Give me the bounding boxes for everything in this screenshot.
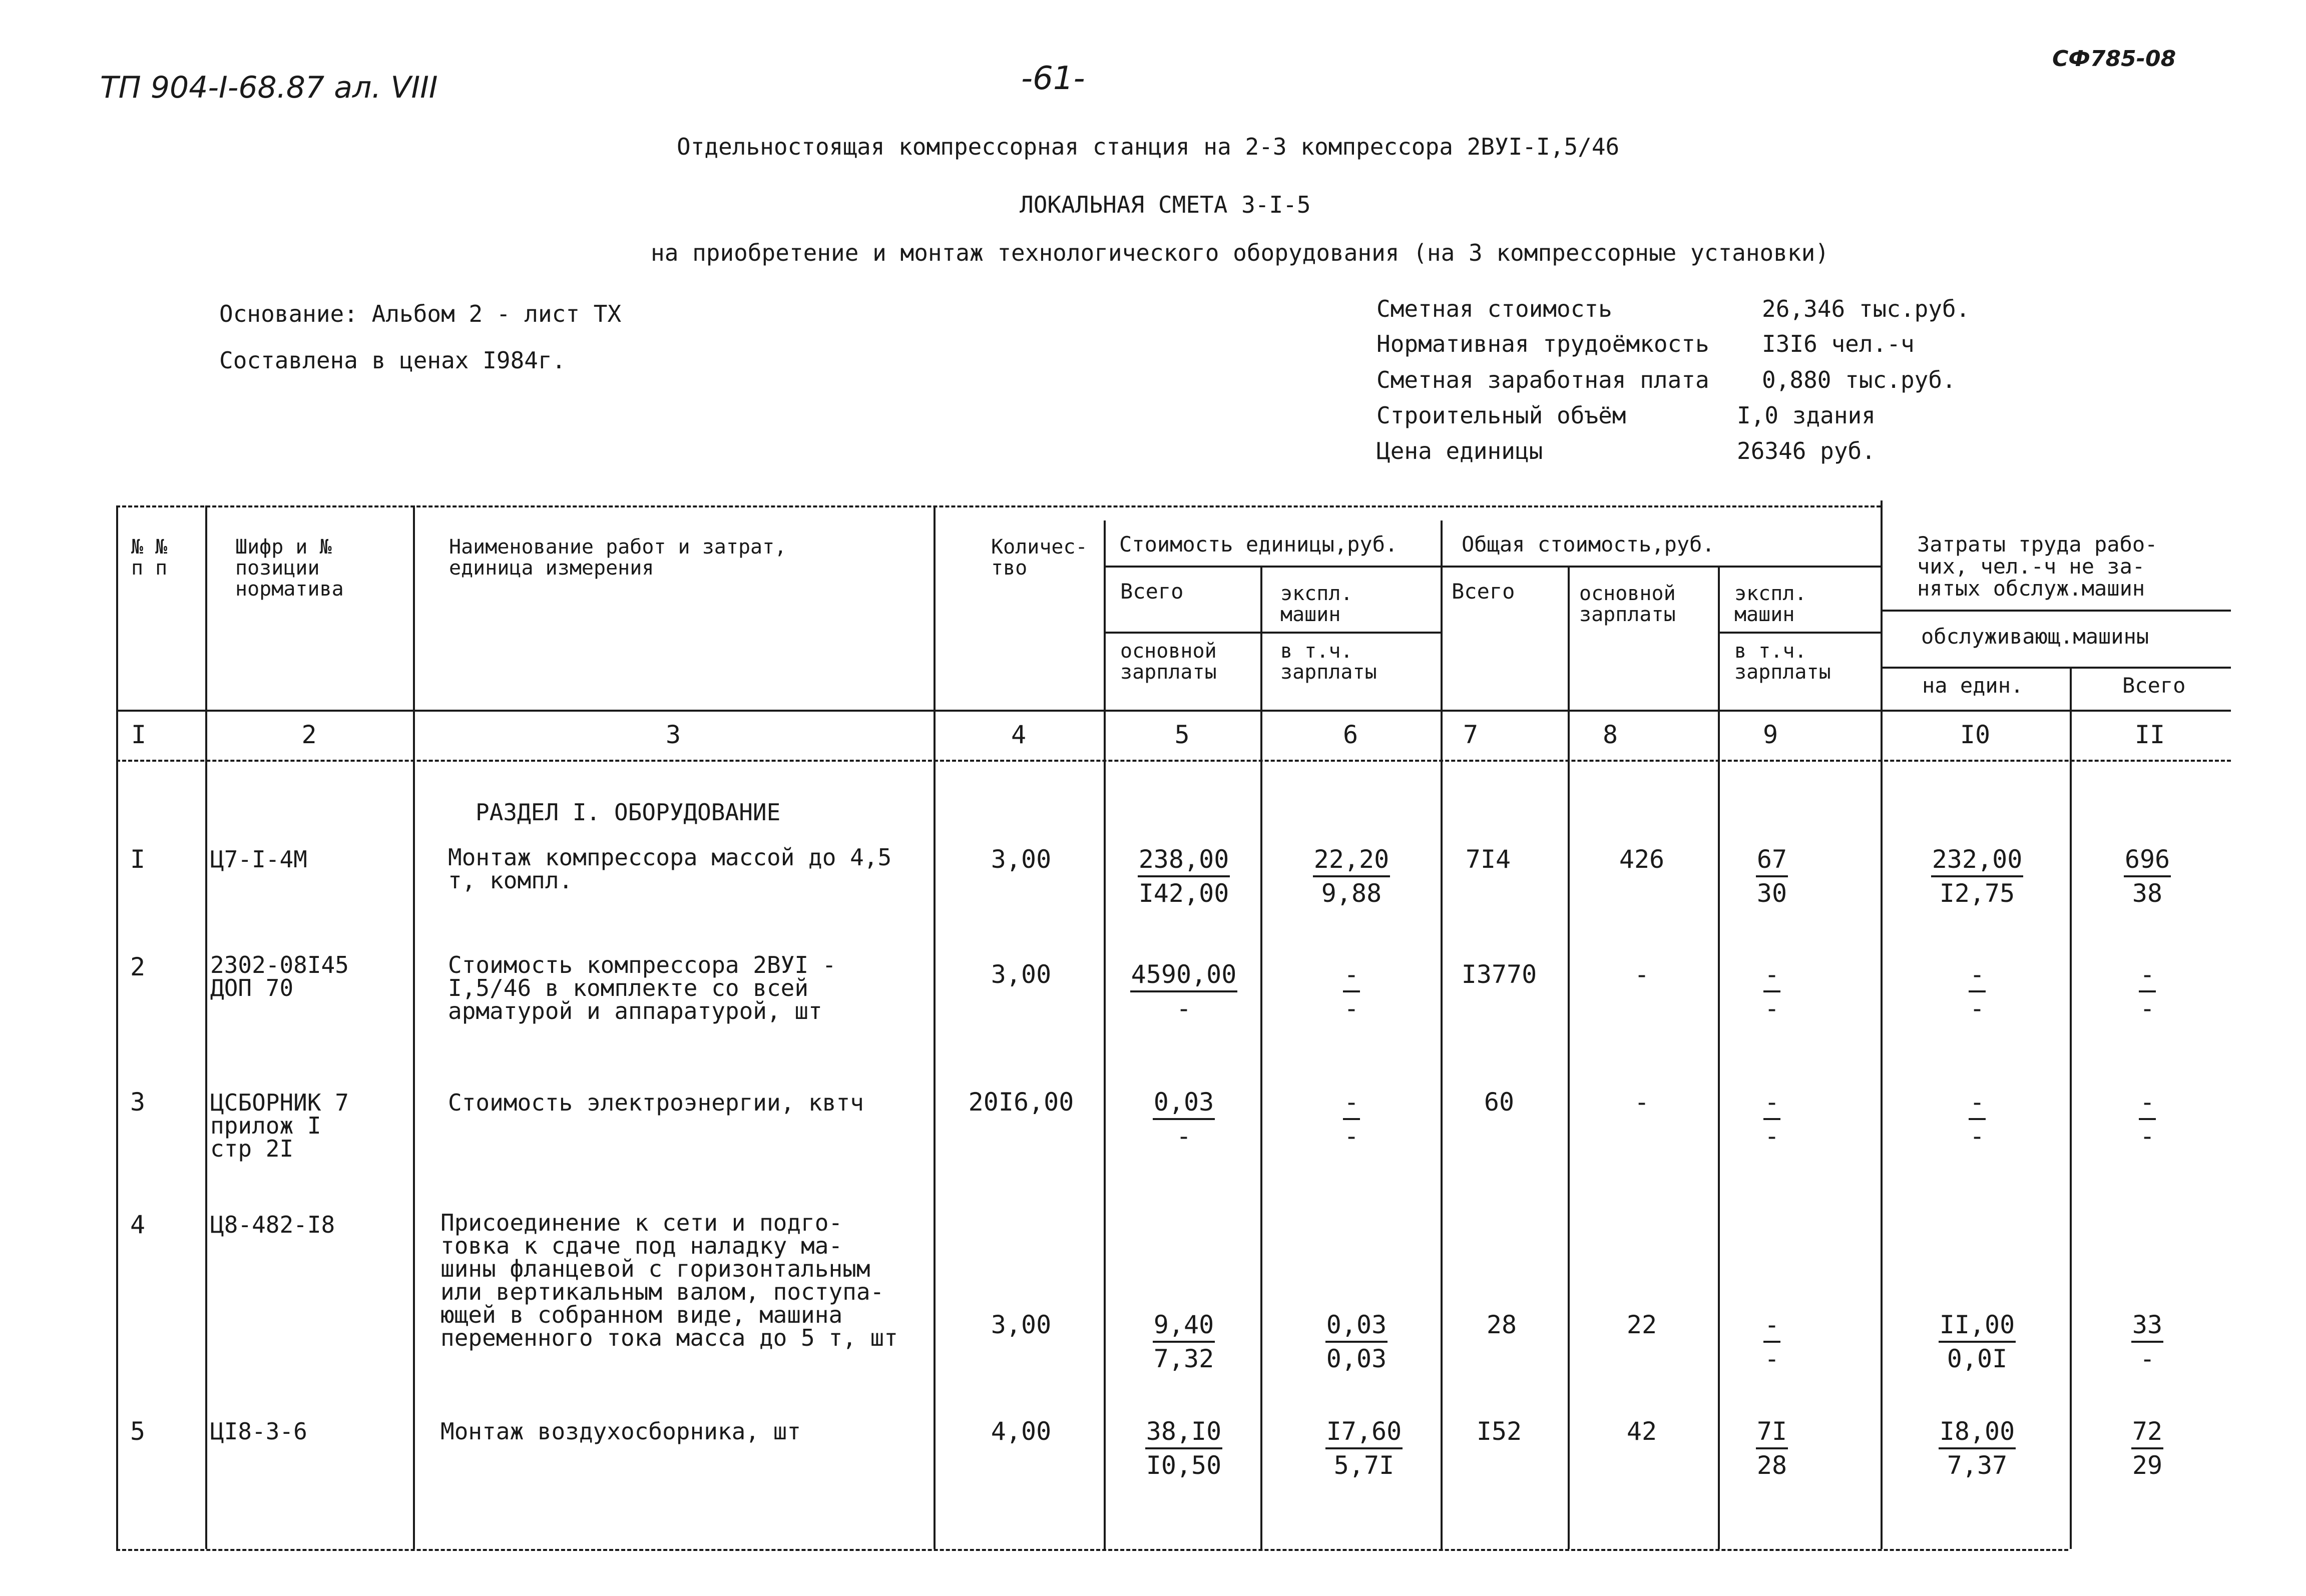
column-divider (2070, 667, 2072, 1549)
column-number: 9 (1762, 720, 1778, 749)
cell-labor-total (2102, 843, 2192, 909)
cell-unit-total-over-wages (1114, 1309, 1254, 1375)
cell-top: 33 (2131, 1309, 2163, 1343)
row-number: 3 (130, 1088, 146, 1117)
prices-line: Составлена в ценах I984г. (219, 347, 566, 374)
cell-top: 72 (2131, 1415, 2163, 1449)
header-total-cost: Общая стоимость,руб. (1462, 532, 1715, 557)
cell-labor-per-unit (1912, 1309, 2042, 1375)
basis-line: Основание: Альбом 2 - лист ТХ (219, 300, 622, 327)
row-total-cost: I52 (1476, 1417, 1522, 1446)
row-description: Присоединение к сети и подго- товка к сдаче под наладку ма- шины фланцевой с горизонтальным или вертикальным валом, поступа- ющей в собранном виде, машина переменного тока масса до 5 т, шт (440, 1209, 898, 1351)
cell-bottom: - (1176, 994, 1192, 1023)
row-total-wages: - (1634, 1088, 1650, 1117)
cell-bottom: 38 (2132, 879, 2163, 908)
summary-value: 26,346 тыс.руб. (1762, 295, 1970, 322)
cell-labor-total (2102, 1309, 2192, 1375)
cell-top: 0,03 (1325, 1309, 1388, 1343)
cell-top: - (2139, 1086, 2156, 1120)
cell-top: 238,00 (1138, 843, 1230, 877)
row-quantity: 3,00 (991, 845, 1052, 874)
column-divider (1568, 566, 1570, 1549)
header-name: Наименование работ и затрат, единица измерения (449, 536, 787, 580)
row-total-wages: - (1634, 960, 1650, 989)
cell-total-machines-over-wages (1732, 1086, 1812, 1152)
page-number: -61- (1021, 60, 1085, 97)
cell-bottom: - (2139, 1344, 2155, 1373)
cell-unit-machines-over-wages (1266, 843, 1437, 909)
cell-top: - (1343, 1086, 1360, 1120)
row-total-wages: 42 (1626, 1417, 1657, 1446)
cell-top: 9,40 (1153, 1309, 1215, 1343)
header-code: Шифр и № позиции норматива (235, 536, 344, 601)
cell-bottom: 7,32 (1153, 1344, 1214, 1373)
cell-top: - (1969, 1086, 1986, 1120)
summary-label: Цена единицы (1376, 437, 1543, 464)
cell-top: 4590,00 (1130, 958, 1238, 992)
row-code: Ц8-482-I8 (210, 1211, 335, 1238)
cell-top: 67 (1756, 843, 1788, 877)
cell-bottom: - (1176, 1122, 1192, 1151)
row-description: Стоимость электроэнергии, квтч (448, 1089, 864, 1116)
cell-labor-total (2102, 958, 2192, 1024)
column-number: I0 (1960, 720, 1991, 749)
cell-bottom: 5,7I (1333, 1451, 1395, 1480)
header-unit-cost: Стоимость единицы,руб. (1119, 532, 1398, 557)
cell-unit-machines-over-wages (1301, 1415, 1427, 1481)
cell-top: - (1343, 958, 1360, 992)
table-border-bottom (116, 1549, 2068, 1551)
summary-value: 26346 руб. (1737, 437, 1876, 464)
cell-bottom: I0,50 (1146, 1451, 1222, 1480)
cell-top: 38,I0 (1145, 1415, 1223, 1449)
header-bottom-rule (116, 710, 2231, 712)
header-labor-serving: обслуживающ.машины (1921, 624, 2149, 649)
header-total-incl-wages: в т.ч. зарплаты (1734, 640, 1831, 684)
header-rule (1104, 632, 1441, 634)
summary-label: Нормативная трудоёмкость (1376, 330, 1709, 357)
column-divider (1260, 566, 1262, 1549)
cell-labor-total (2102, 1086, 2192, 1152)
cell-total-machines-over-wages (1732, 843, 1812, 909)
row-code: Ц7-I-4М (210, 846, 307, 873)
cell-top: 696 (2124, 843, 2171, 877)
cell-labor-total (2102, 1415, 2192, 1481)
row-quantity: 20I6,00 (968, 1088, 1074, 1117)
header-total-wages: основной зарплаты (1579, 582, 1676, 626)
cell-top: II,00 (1939, 1309, 2016, 1343)
cell-top: - (1969, 958, 1986, 992)
column-divider (1104, 520, 1106, 1549)
cell-total-machines-over-wages (1732, 1309, 1812, 1375)
cell-bottom: 30 (1756, 879, 1787, 908)
header-rule (1881, 667, 2231, 669)
column-divider (1718, 566, 1720, 1549)
cell-bottom: - (2139, 1122, 2155, 1151)
cell-top: - (1763, 1309, 1780, 1343)
cell-bottom: 0,0I (1947, 1344, 2008, 1373)
header-total-all: Всего (1452, 579, 1515, 604)
header-unit-machines: экспл. машин (1280, 582, 1353, 626)
row-quantity: 3,00 (991, 1310, 1052, 1339)
cell-bottom: - (1969, 1122, 1985, 1151)
cell-bottom: 0,03 (1326, 1344, 1387, 1373)
cell-top: 22,20 (1313, 843, 1391, 877)
cell-labor-per-unit (1912, 1415, 2042, 1481)
column-divider (413, 505, 415, 1549)
cell-total-machines-over-wages (1732, 958, 1812, 1024)
column-number: 7 (1463, 720, 1479, 749)
cell-bottom: - (1969, 994, 1985, 1023)
column-numbers-rule (116, 760, 2231, 762)
summary-value: I,0 здания (1737, 402, 1876, 429)
cell-labor-per-unit (1927, 958, 2027, 1024)
cell-bottom: 28 (1756, 1451, 1787, 1480)
row-description: Монтаж компрессора массой до 4,5 т, компл. (448, 844, 892, 894)
cell-top: - (2139, 958, 2156, 992)
row-description: Стоимость компрессора 2ВУI - I,5/46 в комплекте со всей арматурой и аппаратурой, шт (448, 951, 836, 1024)
cell-top: 232,00 (1931, 843, 2024, 877)
row-total-wages: 426 (1619, 845, 1665, 874)
archive-stamp: СФ785-08 (2052, 46, 2176, 72)
cell-unit-machines-over-wages (1301, 1086, 1402, 1152)
summary-value: I3I6 чел.-ч (1762, 330, 1915, 357)
cell-bottom: - (1343, 1122, 1359, 1151)
cell-bottom: I42,00 (1138, 879, 1229, 908)
summary-label: Сметная стоимость (1376, 295, 1612, 322)
column-number: 4 (1011, 720, 1027, 749)
column-divider (1881, 500, 1883, 1549)
row-number: 4 (130, 1210, 146, 1239)
summary-label: Строительный объём (1376, 402, 1626, 429)
cell-top: 0,03 (1153, 1086, 1215, 1120)
cell-bottom: 29 (2132, 1451, 2163, 1480)
column-number: 8 (1602, 720, 1618, 749)
column-number: I (131, 720, 147, 749)
row-number: 5 (130, 1417, 146, 1446)
header-quantity: Количес- тво (991, 536, 1088, 580)
column-divider (934, 505, 936, 1549)
header-unit-total: Всего (1120, 579, 1184, 604)
cell-bottom: - (1764, 1122, 1780, 1151)
cell-unit-total-over-wages (1114, 958, 1254, 1024)
header-labor: Затраты труда рабо- чих, чел.-ч не за- нятых обслуж.машин (1917, 532, 2158, 601)
cell-unit-total-over-wages (1114, 1086, 1254, 1152)
header-total-machines: экспл. машин (1734, 582, 1807, 626)
header-unit-incl-wages: в т.ч. зарплаты (1280, 640, 1377, 684)
header-labor-per-unit: на един. (1922, 673, 2024, 698)
row-description: Монтаж воздухосборника, шт (440, 1418, 801, 1445)
table-border-left (116, 505, 118, 1549)
row-total-wages: 22 (1626, 1310, 1657, 1339)
cell-unit-machines-over-wages (1301, 958, 1402, 1024)
cell-unit-total-over-wages (1114, 843, 1254, 909)
cell-bottom: - (1764, 994, 1780, 1023)
column-number: 5 (1174, 720, 1190, 749)
cell-bottom: I2,75 (1939, 879, 2015, 908)
row-total-cost: 28 (1486, 1310, 1517, 1339)
column-number: II (2134, 720, 2165, 749)
row-number: 2 (130, 952, 146, 981)
row-code: ЦСБОРНИК 7 прилож I стр 2I (210, 1089, 349, 1162)
section-title: РАЗДЕЛ I. ОБОРУДОВАНИЕ (476, 799, 781, 826)
document-code: ТП 904-I-68.87 ал. VIII (100, 70, 438, 105)
cell-bottom: 9,88 (1321, 879, 1382, 908)
row-number: I (130, 845, 146, 874)
cell-bottom: - (1764, 1344, 1780, 1373)
cell-labor-per-unit (1912, 843, 2042, 909)
cell-top: - (1763, 1086, 1780, 1120)
row-total-cost: I3770 (1461, 960, 1537, 989)
cell-unit-total-over-wages (1114, 1415, 1254, 1481)
row-total-cost: 60 (1484, 1088, 1515, 1117)
summary-label: Сметная заработная плата (1376, 366, 1709, 393)
cell-total-machines-over-wages (1732, 1415, 1812, 1481)
column-number: 2 (301, 720, 317, 749)
table-border-top (116, 505, 1881, 507)
cell-bottom: 7,37 (1947, 1451, 2008, 1480)
header-labor-total: Всего (2122, 673, 2186, 698)
cell-labor-per-unit (1927, 1086, 2027, 1152)
station-title: Отдельностоящая компрессорная станция на 2-3 компрессора 2ВУI-I,5/46 (677, 133, 1620, 160)
column-number: 3 (665, 720, 681, 749)
header-rule (1104, 566, 1881, 568)
row-quantity: 4,00 (991, 1417, 1052, 1446)
estimate-subtitle: на приобретение и монтаж технологического оборудования (на 3 компрессорные установки) (651, 239, 1829, 266)
column-number: 6 (1342, 720, 1358, 749)
cell-unit-machines-over-wages (1301, 1309, 1412, 1375)
cell-top: I7,60 (1325, 1415, 1403, 1449)
cell-top: 7I (1756, 1415, 1788, 1449)
header-unit-wages: основной зарплаты (1120, 640, 1217, 684)
header-number: № № п п (131, 536, 168, 580)
summary-value: 0,880 тыс.руб. (1762, 366, 1956, 393)
row-code: 2302-08I45 ДОП 70 (210, 951, 349, 1001)
row-code: ЦI8-3-6 (210, 1418, 307, 1445)
cell-bottom: - (1343, 994, 1359, 1023)
header-rule (1718, 632, 1881, 634)
cell-top: I8,00 (1939, 1415, 2016, 1449)
cell-bottom: - (2139, 994, 2155, 1023)
header-rule (1881, 610, 2231, 612)
cell-top: - (1763, 958, 1780, 992)
column-divider (1441, 520, 1443, 1549)
row-total-cost: 7I4 (1465, 845, 1511, 874)
row-quantity: 3,00 (991, 960, 1052, 989)
estimate-title: ЛОКАЛЬНАЯ СМЕТА 3-I-5 (1020, 191, 1311, 218)
column-divider (205, 505, 207, 1549)
